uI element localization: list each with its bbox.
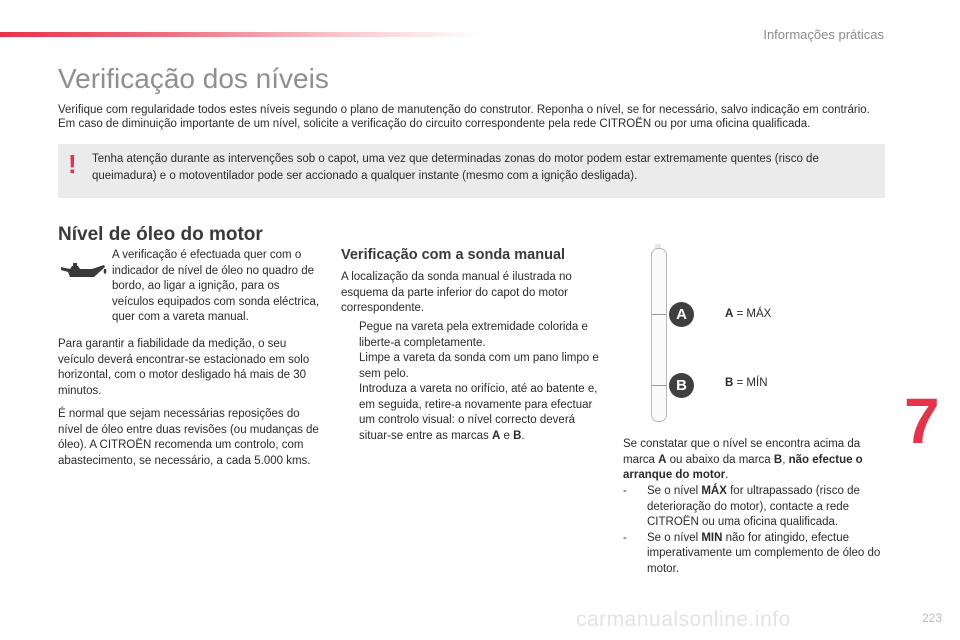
step-text: Pegue na vareta pela extremidade colorida e liberte-a completamente. bbox=[359, 321, 588, 349]
list-item: - Se o nível MÁX for ultrapassado (risco de deterioração do motor), contacte a rede CITROËN ou uma oficina qualificada. bbox=[623, 485, 860, 528]
steps-list bbox=[341, 320, 603, 444]
section-header: Informações práticas bbox=[763, 27, 884, 42]
list-item bbox=[341, 320, 603, 351]
max-tick bbox=[652, 314, 666, 315]
max-label: A = MÁX bbox=[725, 308, 772, 320]
list-item bbox=[341, 351, 603, 382]
min-label: B = MÍN bbox=[725, 377, 768, 389]
page-title: Verificação dos níveis bbox=[58, 63, 329, 94]
manual-intro-text: A localização da sonda manual é ilustrada no esquema da parte inferior do capot do motor correspondente. bbox=[341, 271, 572, 314]
result-paragraph: Se constatar que o nível se encontra acima da marca A ou abaixo da marca B, não efectue o arranque do motor. bbox=[623, 438, 863, 481]
intro-text bbox=[58, 104, 888, 131]
dash-marker: - bbox=[623, 485, 627, 497]
dash-marker: - bbox=[623, 531, 627, 544]
intro-paragraph-1: Verifique com regularidade todos estes níveis segundo o plano de manutenção do construtor. Reponha o nível, se for necessário, salvo indicação em contrário. bbox=[58, 104, 870, 116]
step-text: Introduza a vareta no orifício, até ao batente e, em seguida, retire-a novamente para efectuar um controlo visual: o nível correcto deverá situar-se entre as bbox=[359, 383, 598, 442]
oil-intro-text: A verificação é efectuada quer com o indicador de nível de óleo no quadro de bordo, ao ligar a ignição, para os veículos equipados com sonda eléctrica, quer com a vareta manual. bbox=[112, 249, 320, 323]
list-item: - Se o nível MIN não for atingido, efectue imperativamente um complemento de óleo do motor. bbox=[623, 531, 881, 575]
intro-paragraph-2: Em caso de diminuição importante de um nível, solicite a verificação do circuito correspondente pela rede CITROËN ou por uma oficina qualificada. bbox=[58, 117, 811, 130]
warning-text: Tenha atenção durante as intervenções sob o capot, uma vez que determinadas zonas do motor podem estar extremamente quentes (risco de queimadura) e o motoventilador pode ser accionado a qualquer instante (mesmo com a ignição desligada). bbox=[92, 153, 819, 182]
oil-topup-text: É normal que sejam necessárias reposições do nível de óleo entre duas revisões (ou mudanças de óleo). A CITROËN recomenda um controlo, com abastecimento, se necessário, a cada 5.000 kms. bbox=[58, 408, 319, 467]
step-text: Limpe a vareta da sonda com um pano limpo e sem pelo. bbox=[359, 352, 599, 380]
min-tick bbox=[652, 385, 666, 386]
warning-icon: ! bbox=[68, 149, 77, 179]
page-number: 223 bbox=[921, 611, 942, 625]
oil-parking-text: Para garantir a fiabilidade da medição, o seu veículo deverá encontrar-se estacionado em solo horizontal, com o motor desligado há mais de 30 minutos. bbox=[58, 338, 310, 397]
mark-b-icon: B bbox=[669, 373, 694, 398]
chapter-number: 7 bbox=[904, 385, 940, 457]
watermark: carmanualsonline.info bbox=[576, 608, 791, 631]
manual-dipstick-heading: Verificação com a sonda manual bbox=[341, 247, 566, 263]
list-item bbox=[341, 382, 603, 444]
result-list bbox=[623, 484, 888, 577]
oil-level-heading: Nível de óleo do motor bbox=[58, 224, 263, 245]
mark-a-icon: A bbox=[669, 302, 694, 327]
step-end: marcas A e B. bbox=[451, 429, 525, 442]
oil-can-icon bbox=[58, 258, 108, 288]
dipstick-diagram bbox=[651, 248, 667, 422]
header-accent-bar bbox=[0, 32, 480, 37]
